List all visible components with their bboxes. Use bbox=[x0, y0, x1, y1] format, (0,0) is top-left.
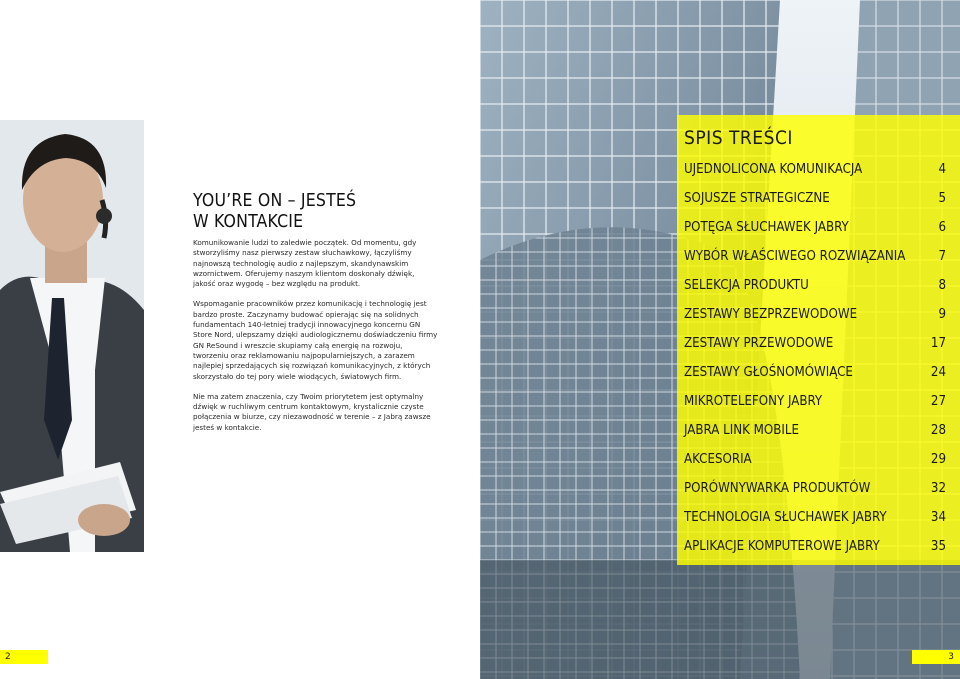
toc-item-label: PORÓWNYWARKA PRODUKTÓW bbox=[684, 481, 871, 496]
toc-item[interactable] bbox=[684, 278, 946, 298]
toc-item[interactable] bbox=[684, 394, 946, 414]
toc-item[interactable] bbox=[684, 452, 946, 472]
toc-item-page: 32 bbox=[930, 481, 946, 496]
toc-item-label: WYBÓR WŁAŚCIWEGO ROZWIĄZANIA bbox=[684, 249, 906, 264]
toc-item-label: SELEKCJA PRODUKTU bbox=[684, 278, 809, 293]
toc-item[interactable] bbox=[684, 336, 946, 356]
toc-item[interactable] bbox=[684, 539, 946, 559]
intro-paragraph-1: Komunikowanie ludzi to zaledwie początek. Od momentu, gdy stworzyliśmy nasz pierwszy zestaw słuchawkowy, łączyliśmy najnowszą technologię audio z najlepszym, skandynawskim wzornictwem. Oferujemy naszym klientom doskonały dźwięk, jakość oraz wygodę – bez względu na produkt. bbox=[193, 238, 417, 289]
page-number-right: 3 bbox=[912, 650, 960, 664]
toc-item-label: AKCESORIA bbox=[684, 452, 752, 467]
toc-item-page: 24 bbox=[930, 365, 946, 380]
toc-item-label: JABRA LINK MOBILE bbox=[684, 423, 799, 438]
toc-item-label: ZESTAWY GŁOŚNOMÓWIĄCE bbox=[684, 365, 853, 380]
heading-line-1: YOU’RE ON – JESTEŚ bbox=[193, 191, 357, 211]
businessman-illustration bbox=[0, 120, 144, 552]
businessman-headset-photo bbox=[0, 120, 144, 552]
intro-text bbox=[193, 238, 438, 443]
toc-item-label: POTĘGA SŁUCHAWEK JABRY bbox=[684, 220, 849, 235]
toc-item-page: 6 bbox=[938, 220, 946, 235]
page-number-left: 2 bbox=[0, 650, 48, 664]
toc-item-label: ZESTAWY BEZPRZEWODOWE bbox=[684, 307, 858, 322]
toc-item-page: 17 bbox=[930, 336, 946, 351]
toc-item-page: 35 bbox=[930, 539, 946, 554]
toc-item-page: 28 bbox=[930, 423, 946, 438]
table-of-contents bbox=[677, 115, 960, 565]
toc-item[interactable] bbox=[684, 365, 946, 385]
heading-line-2: W KONTAKCIE bbox=[193, 212, 304, 232]
toc-item[interactable] bbox=[684, 481, 946, 501]
right-page bbox=[480, 0, 960, 679]
toc-item-label: SOJUSZE STRATEGICZNE bbox=[684, 191, 830, 206]
toc-item-page: 34 bbox=[930, 510, 946, 525]
toc-item-page: 5 bbox=[938, 191, 946, 206]
toc-item-label: UJEDNOLICONA KOMUNIKACJA bbox=[684, 162, 863, 177]
page-heading bbox=[193, 191, 453, 233]
toc-title: SPIS TREŚCI bbox=[684, 127, 793, 149]
intro-paragraph-2: Wspomaganie pracowników przez komunikację i technologię jest bardzo proste. Zaczynamy budować opierając się na solidnych fundamentach 140-letniej tradycji innowacyjnego koncernu GN Store Nord, ulepszamy dzięki audiologicznemu doświadczeniu firmy GN ReSound i wreszcie skupiamy całą energię na rozwoju, tworzeniu oraz reklamowaniu najpopularniejszych, a zarazem najlepiej sprzedających się rozwiązań komunikacyjnych, z których skorzystało do tej pory wiele wiodących, światowych firm. bbox=[193, 299, 438, 381]
toc-item-page: 4 bbox=[938, 162, 946, 177]
toc-item-label: APLIKACJE KOMPUTEROWE JABRY bbox=[684, 539, 880, 554]
toc-item-page: 27 bbox=[930, 394, 946, 409]
toc-item-page: 9 bbox=[938, 307, 946, 322]
toc-item[interactable] bbox=[684, 423, 946, 443]
toc-item-label: MIKROTELEFONY JABRY bbox=[684, 394, 823, 409]
toc-item[interactable] bbox=[684, 307, 946, 327]
toc-item-label: TECHNOLOGIA SŁUCHAWEK JABRY bbox=[684, 510, 887, 525]
toc-item[interactable] bbox=[684, 220, 946, 240]
intro-paragraph-3: Nie ma zatem znaczenia, czy Twoim priorytetem jest optymalny dźwięk w ruchliwym centrum kontaktowym, krystalicznie czyste połączenia w biurze, czy niezawodność w terenie – z Jabrą zawsze jesteś w kontakcie. bbox=[193, 391, 431, 432]
toc-item[interactable] bbox=[684, 510, 946, 530]
toc-item[interactable] bbox=[684, 249, 946, 269]
toc-item-page: 29 bbox=[930, 452, 946, 467]
toc-item[interactable] bbox=[684, 162, 946, 182]
toc-item-page: 7 bbox=[938, 249, 946, 264]
toc-item-label: ZESTAWY PRZEWODOWE bbox=[684, 336, 834, 351]
toc-item[interactable] bbox=[684, 191, 946, 211]
toc-item-page: 8 bbox=[938, 278, 946, 293]
